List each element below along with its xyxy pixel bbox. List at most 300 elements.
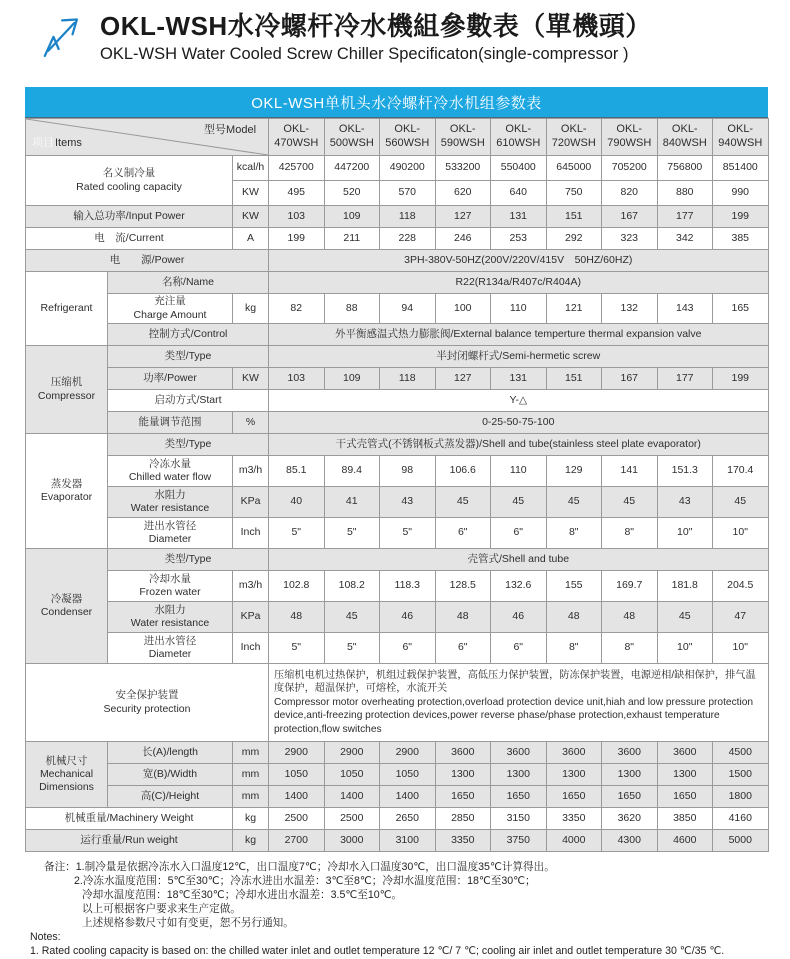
cell-value: 880 xyxy=(657,181,713,206)
cell-line: Security protection xyxy=(103,702,191,715)
unit-cell: kg xyxy=(233,294,269,324)
doc-header xyxy=(0,0,790,74)
unit-cell: % xyxy=(233,412,269,434)
group-label xyxy=(26,346,108,434)
cell-line: Charge Amount xyxy=(133,308,207,321)
cell-value: 106.6 xyxy=(435,456,491,487)
cell-line: 0-25-50-75-100 xyxy=(482,415,555,428)
table-row xyxy=(26,742,769,764)
unit-cell: kg xyxy=(233,808,269,830)
row-label xyxy=(26,830,233,852)
cell-value: 46 xyxy=(491,602,547,633)
model-header xyxy=(602,119,658,156)
model-header-line: OKL- xyxy=(283,123,310,136)
unit-cell: kg xyxy=(233,830,269,852)
cell-line: 冷却水量 xyxy=(149,572,191,585)
cell-value: 132 xyxy=(602,294,658,324)
cell-value: 1400 xyxy=(380,786,436,808)
cell-value: 199 xyxy=(269,228,325,250)
cell-value: 88 xyxy=(324,294,380,324)
cell-value: 1650 xyxy=(435,786,491,808)
cell-value: 45 xyxy=(491,487,547,518)
cell-line: Rated cooling capacity xyxy=(76,180,182,193)
titles xyxy=(100,10,652,64)
cell-value: 1500 xyxy=(713,764,769,786)
cell-value: 40 xyxy=(269,487,325,518)
cell-value: 45 xyxy=(602,487,658,518)
cell-value: 1050 xyxy=(380,764,436,786)
row-label xyxy=(108,368,233,390)
row-label xyxy=(26,808,233,830)
group-label xyxy=(26,434,108,549)
cell-line: 压缩机电机过热保护，机组过载保护装置，高低压力保护装置，防冻保护装置，电源逆相/缺相保护，排气温度保护，超温保护，可熔栓，水流开关 xyxy=(274,669,756,695)
cell-value: 3600 xyxy=(546,742,602,764)
cell-value: 45 xyxy=(657,602,713,633)
cell-value: 103 xyxy=(269,368,325,390)
cell-value: 253 xyxy=(491,228,547,250)
cell-value: 151 xyxy=(546,368,602,390)
unit-cell: KPa xyxy=(233,602,269,633)
cell-line: 水阻力 xyxy=(154,603,186,616)
cell-value: 1300 xyxy=(657,764,713,786)
cell-value: 85.1 xyxy=(269,456,325,487)
cell-line: Water resistance xyxy=(130,617,210,629)
model-header xyxy=(657,119,713,156)
table-row xyxy=(26,786,769,808)
row-label xyxy=(108,633,233,664)
cell-line: 电 流/Current xyxy=(94,231,164,244)
model-header-line: 720WSH xyxy=(551,137,596,149)
table-row xyxy=(26,412,769,434)
cell-value: 48 xyxy=(435,602,491,633)
row-label xyxy=(108,742,233,764)
cell-line: 能量调节范围 xyxy=(138,415,202,428)
model-header xyxy=(546,119,602,156)
cell-value: 2900 xyxy=(380,742,436,764)
model-header-line: OKL- xyxy=(394,123,421,136)
model-header xyxy=(713,119,769,156)
cell-line: Evaporator xyxy=(40,491,93,503)
note-line: 1. Rated cooling capacity is based on: the chilled water inlet and outlet temperature 12 ℃/ 7 ℃; cooling air inlet and outlet temperature 30 ℃/35 ℃. xyxy=(30,944,725,957)
cell-value: 177 xyxy=(657,368,713,390)
table-row xyxy=(26,633,769,664)
cell-value: 4160 xyxy=(713,808,769,830)
cell-line: 类型/Type xyxy=(164,437,212,450)
cell-value: 177 xyxy=(657,206,713,228)
cell-value: 705200 xyxy=(602,156,658,181)
row-label xyxy=(26,228,233,250)
cell-value: 1050 xyxy=(324,764,380,786)
model-header-line: OKL- xyxy=(338,123,365,136)
group-label xyxy=(26,742,108,808)
cell-value: 2500 xyxy=(269,808,325,830)
model-header-line: OKL- xyxy=(616,123,643,136)
note-line: 上述规格参数尺寸如有变更，恕不另行通知。 xyxy=(82,916,294,929)
row-label xyxy=(26,250,269,272)
table-row xyxy=(26,390,769,412)
unit-cell: Inch xyxy=(233,518,269,549)
cell-value: 89.4 xyxy=(324,456,380,487)
cell-value: 490200 xyxy=(380,156,436,181)
cell-value: 533200 xyxy=(435,156,491,181)
model-header xyxy=(491,119,547,156)
cell-value: 108.2 xyxy=(324,571,380,602)
cell-value: 167 xyxy=(602,368,658,390)
model-header-line: 790WSH xyxy=(607,137,652,149)
cell-value: 127 xyxy=(435,206,491,228)
cell-value: 3850 xyxy=(657,808,713,830)
cell-value: 1050 xyxy=(269,764,325,786)
unit-cell: mm xyxy=(233,764,269,786)
cell-value: 6" xyxy=(435,518,491,549)
model-header xyxy=(269,119,325,156)
model-header-row xyxy=(26,119,769,156)
cell-value: 141 xyxy=(602,456,658,487)
cell-value: 3620 xyxy=(602,808,658,830)
row-label xyxy=(26,206,233,228)
cell-value: 5" xyxy=(269,633,325,664)
merged-value xyxy=(269,250,769,272)
cell-value: 3600 xyxy=(435,742,491,764)
cell-line: R22(R134a/R407c/R404A) xyxy=(455,275,582,288)
row-label xyxy=(108,602,233,633)
cell-value: 1300 xyxy=(546,764,602,786)
cell-line: 安全保护装置 xyxy=(115,689,179,702)
cell-value: 167 xyxy=(602,206,658,228)
row-label xyxy=(108,518,233,549)
cell-value: 45 xyxy=(546,487,602,518)
row-label xyxy=(108,434,269,456)
cell-value: 109 xyxy=(324,206,380,228)
cell-value: 3350 xyxy=(435,830,491,852)
cell-line: Compressor xyxy=(37,389,96,402)
cell-value: 5000 xyxy=(713,830,769,852)
cell-value: 8" xyxy=(546,633,602,664)
spec-table xyxy=(25,118,769,852)
cell-value: 292 xyxy=(546,228,602,250)
cell-line: 3PH-380V-50HZ(200V/220V/415V 50HZ/60HZ) xyxy=(404,253,633,266)
cell-value: 2650 xyxy=(380,808,436,830)
cell-value: 3100 xyxy=(380,830,436,852)
table-row xyxy=(26,518,769,549)
unit-cell: KW xyxy=(233,206,269,228)
cell-value: 48 xyxy=(546,602,602,633)
cell-value: 6" xyxy=(380,633,436,664)
cell-line: 高(C)/Height xyxy=(140,789,200,802)
cell-value: 46 xyxy=(380,602,436,633)
cell-value: 756800 xyxy=(657,156,713,181)
unit-cell: mm xyxy=(233,742,269,764)
cell-value: 2500 xyxy=(324,808,380,830)
table-row xyxy=(26,434,769,456)
cell-value: 121 xyxy=(546,294,602,324)
cell-value: 10" xyxy=(657,633,713,664)
cell-line: 干式壳管式(不锈钢板式蒸发器)/Shell and tube(stainless steel plate evaporator) xyxy=(335,437,701,450)
cell-value: 3600 xyxy=(657,742,713,764)
cell-value: 851400 xyxy=(713,156,769,181)
cell-value: 94 xyxy=(380,294,436,324)
cell-value: 48 xyxy=(269,602,325,633)
cell-value: 131 xyxy=(491,206,547,228)
cell-value: 1800 xyxy=(713,786,769,808)
cell-value: 129 xyxy=(546,456,602,487)
cell-value: 170.4 xyxy=(713,456,769,487)
row-label xyxy=(108,764,233,786)
cell-value: 43 xyxy=(380,487,436,518)
model-header-line: 500WSH xyxy=(329,137,374,149)
row-label xyxy=(108,294,233,324)
cell-value: 4500 xyxy=(713,742,769,764)
cell-value: 131 xyxy=(491,368,547,390)
row-label xyxy=(108,324,269,346)
model-header-line: 560WSH xyxy=(385,137,430,149)
cell-value: 128.5 xyxy=(435,571,491,602)
cell-value: 3350 xyxy=(546,808,602,830)
unit-cell: m3/h xyxy=(233,456,269,487)
cell-value: 143 xyxy=(657,294,713,324)
cell-value: 110 xyxy=(491,294,547,324)
table-row xyxy=(26,250,769,272)
cell-value: 1650 xyxy=(657,786,713,808)
cell-line: 壳管式/Shell and tube xyxy=(467,552,570,565)
cell-line: 外平衡感温式热力膨胀阀/External balance temperture thermal expansion valve xyxy=(335,327,702,340)
cell-value: 103 xyxy=(269,206,325,228)
cell-line: 宽(B)/Width xyxy=(142,767,198,780)
model-header-line: 610WSH xyxy=(496,137,541,149)
note-line: 备注：1.制冷量是依据冷冻水入口温度12℃，出口温度7℃；冷却水入口温度30℃，出口温度35℃计算得出。 xyxy=(44,861,555,873)
cell-line: 类型/Type xyxy=(164,349,212,362)
table-row xyxy=(26,487,769,518)
group-label xyxy=(26,156,233,206)
brand-arrow-icon xyxy=(36,10,90,62)
cell-value: 3600 xyxy=(491,742,547,764)
cell-value: 181.8 xyxy=(657,571,713,602)
cell-value: 8" xyxy=(546,518,602,549)
cell-value: 425700 xyxy=(269,156,325,181)
cell-line: 充注量 xyxy=(154,295,186,308)
cell-value: 640 xyxy=(491,181,547,206)
cell-value: 5" xyxy=(324,518,380,549)
cell-value: 520 xyxy=(324,181,380,206)
note-line: 冷却水温度范围：18℃至30℃；冷却水进出水温差：3.5℃至10℃。 xyxy=(82,888,403,901)
cell-line: 控制方式/Control xyxy=(148,327,228,340)
cell-value: 3150 xyxy=(491,808,547,830)
model-header-line: OKL- xyxy=(560,123,587,136)
cell-value: 4600 xyxy=(657,830,713,852)
cell-line: Chilled water flow xyxy=(128,471,212,483)
cell-line: 输入总功率/Input Power xyxy=(73,209,185,222)
cell-value: 118 xyxy=(380,368,436,390)
cell-value: 102.8 xyxy=(269,571,325,602)
row-label xyxy=(108,456,233,487)
row-label xyxy=(108,412,233,434)
cell-value: 199 xyxy=(713,368,769,390)
cell-value: 45 xyxy=(435,487,491,518)
row-label xyxy=(108,346,269,368)
cell-line: 机械重量/Machinery Weight xyxy=(64,811,194,824)
cell-value: 1300 xyxy=(491,764,547,786)
cell-value: 47 xyxy=(713,602,769,633)
cell-line: 蒸发器 xyxy=(50,477,83,490)
model-header xyxy=(435,119,491,156)
unit-cell: m3/h xyxy=(233,571,269,602)
table-row xyxy=(26,228,769,250)
cell-value: 820 xyxy=(602,181,658,206)
corner-cell xyxy=(26,119,269,156)
table-row xyxy=(26,324,769,346)
cell-value: 45 xyxy=(713,487,769,518)
cell-value: 1400 xyxy=(324,786,380,808)
cell-line: Water resistance xyxy=(130,502,210,514)
row-label xyxy=(108,786,233,808)
model-header-line: OKL- xyxy=(449,123,476,136)
cell-value: 204.5 xyxy=(713,571,769,602)
row-label xyxy=(108,571,233,602)
cell-value: 1650 xyxy=(546,786,602,808)
cell-value: 10" xyxy=(713,633,769,664)
merged-value xyxy=(269,434,769,456)
merged-value xyxy=(269,664,769,742)
cell-value: 6" xyxy=(435,633,491,664)
cell-value: 98 xyxy=(380,456,436,487)
table-row xyxy=(26,764,769,786)
cell-value: 3750 xyxy=(491,830,547,852)
note-line: 2.冷冻水温度范围：5℃至30℃；冷冻水进出水温差：3℃至8℃；冷却水温度范围：18℃至30℃； xyxy=(74,874,536,887)
spec-table-body xyxy=(26,156,769,852)
cell-value: 10" xyxy=(657,518,713,549)
cell-line: Y-△ xyxy=(509,393,528,406)
model-header-line: OKL- xyxy=(671,123,698,136)
cell-value: 110 xyxy=(491,456,547,487)
cell-value: 447200 xyxy=(324,156,380,181)
cell-line: Diameter xyxy=(148,533,192,545)
cell-value: 100 xyxy=(435,294,491,324)
cell-value: 8" xyxy=(602,518,658,549)
model-header-line: OKL- xyxy=(505,123,532,136)
cell-value: 127 xyxy=(435,368,491,390)
cell-line: 类型/Type xyxy=(164,552,212,565)
row-label xyxy=(26,664,269,742)
items-label-cn: 项目 xyxy=(32,137,54,150)
merged-value xyxy=(269,390,769,412)
cell-value: 570 xyxy=(380,181,436,206)
cell-value: 385 xyxy=(713,228,769,250)
model-header xyxy=(380,119,436,156)
unit-cell: Inch xyxy=(233,633,269,664)
cell-value: 151.3 xyxy=(657,456,713,487)
cell-value: 82 xyxy=(269,294,325,324)
cell-value: 211 xyxy=(324,228,380,250)
model-header xyxy=(324,119,380,156)
cell-value: 3000 xyxy=(324,830,380,852)
cell-value: 550400 xyxy=(491,156,547,181)
cell-value: 495 xyxy=(269,181,325,206)
cell-value: 2850 xyxy=(435,808,491,830)
cell-value: 118.3 xyxy=(380,571,436,602)
cell-value: 169.7 xyxy=(602,571,658,602)
cell-line: Dimensions xyxy=(39,781,94,794)
cell-line: 电 源/Power xyxy=(109,253,185,266)
cell-line: Condenser xyxy=(40,606,93,618)
cell-value: 1650 xyxy=(491,786,547,808)
cell-value: 41 xyxy=(324,487,380,518)
cell-line: 冷冻水量 xyxy=(149,457,191,470)
cell-value: 750 xyxy=(546,181,602,206)
table-row xyxy=(26,346,769,368)
model-axis-label: 型号Model xyxy=(204,124,257,136)
notes xyxy=(30,861,770,959)
cell-line: Refrigerant xyxy=(40,301,93,314)
cell-value: 118 xyxy=(380,206,436,228)
table-row xyxy=(26,571,769,602)
model-header-line: 840WSH xyxy=(662,137,707,149)
cell-line: 水阻力 xyxy=(154,488,186,501)
model-header-line: 590WSH xyxy=(440,137,485,149)
note-line: Notes: xyxy=(30,930,61,943)
cell-line: 运行重量/Run weight xyxy=(80,833,178,846)
merged-value xyxy=(269,412,769,434)
unit-cell: KW xyxy=(233,181,269,206)
cell-line: 进出水管径 xyxy=(143,634,197,647)
unit-cell: KW xyxy=(233,368,269,390)
cell-value: 1300 xyxy=(435,764,491,786)
cell-line: 进出水管径 xyxy=(143,519,197,532)
cell-value: 4300 xyxy=(602,830,658,852)
cell-value: 8" xyxy=(602,633,658,664)
table-row xyxy=(26,549,769,571)
cell-line: 冷凝器 xyxy=(50,592,83,605)
cell-value: 990 xyxy=(713,181,769,206)
cell-value: 4000 xyxy=(546,830,602,852)
cell-value: 246 xyxy=(435,228,491,250)
group-label xyxy=(26,549,108,664)
cell-line: Frozen water xyxy=(139,586,201,598)
cell-value: 1650 xyxy=(602,786,658,808)
table-row xyxy=(26,456,769,487)
cell-value: 151 xyxy=(546,206,602,228)
note-line: 以上可根据客户要求来生产定做。 xyxy=(82,902,241,915)
group-label xyxy=(26,272,108,346)
unit-cell: mm xyxy=(233,786,269,808)
cell-line: 半封闭螺杆式/Semi-hermetic screw xyxy=(436,349,601,362)
table-row xyxy=(26,294,769,324)
cell-line: 名称/Name xyxy=(162,275,214,288)
cell-line: 压缩机 xyxy=(50,376,83,389)
table-row xyxy=(26,602,769,633)
cell-value: 165 xyxy=(713,294,769,324)
merged-value xyxy=(269,346,769,368)
table-row xyxy=(26,368,769,390)
cell-line: 启动方式/Start xyxy=(154,393,222,406)
cell-value: 5" xyxy=(324,633,380,664)
cell-value: 199 xyxy=(713,206,769,228)
cell-value: 3600 xyxy=(602,742,658,764)
merged-value xyxy=(269,272,769,294)
model-header-line: 940WSH xyxy=(718,137,763,149)
page-title: OKL-WSH水冷螺杆冷水機組參數表（單機頭） xyxy=(100,11,652,41)
cell-line: 机械尺寸 xyxy=(45,754,88,767)
unit-cell: A xyxy=(233,228,269,250)
cell-value: 645000 xyxy=(546,156,602,181)
cell-line: 长(A)/length xyxy=(141,745,199,758)
unit-cell: KPa xyxy=(233,487,269,518)
cell-value: 1300 xyxy=(602,764,658,786)
page-subtitle: OKL-WSH Water Cooled Screw Chiller Specificaton(single-compressor ) xyxy=(100,44,629,63)
table-row xyxy=(26,664,769,742)
items-label-en: Items xyxy=(55,137,82,150)
cell-value: 228 xyxy=(380,228,436,250)
cell-value: 6" xyxy=(491,518,547,549)
